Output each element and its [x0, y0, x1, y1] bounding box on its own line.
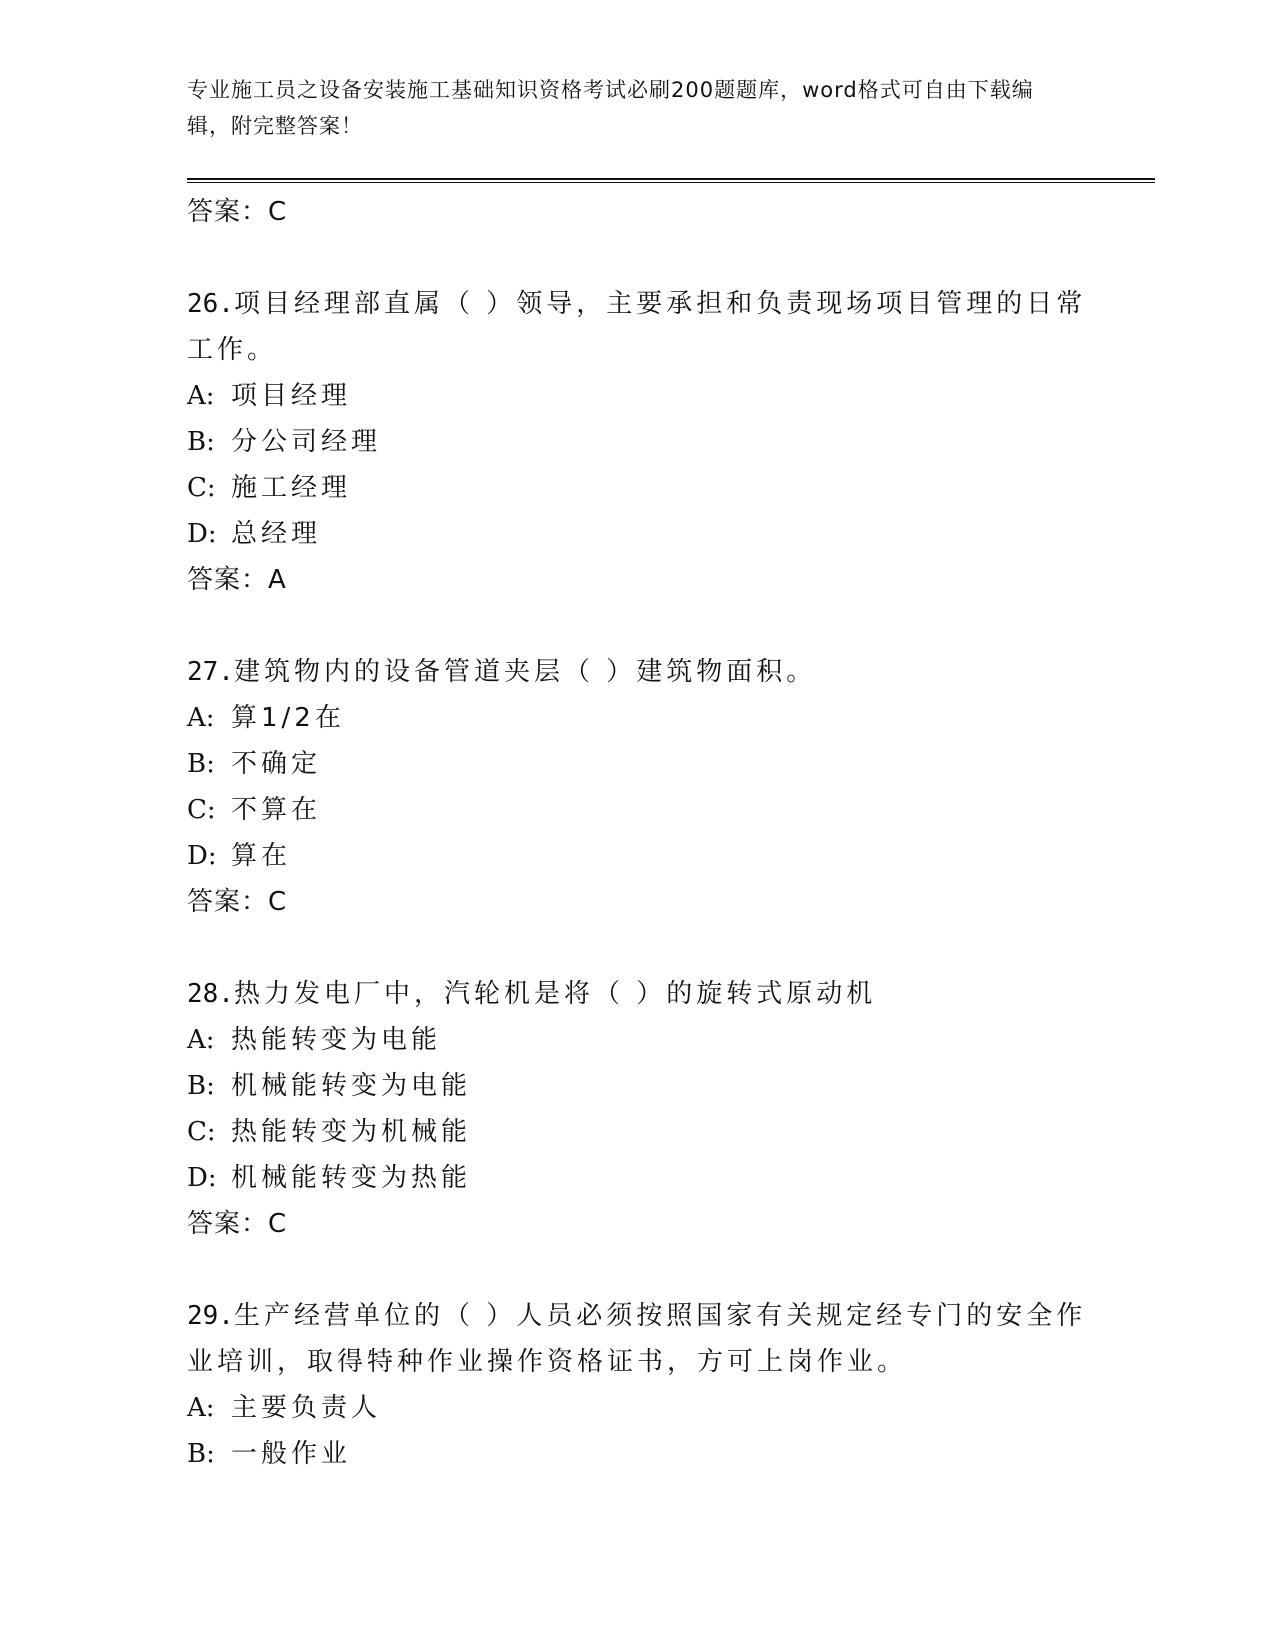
- option-a: [187, 1017, 1087, 1063]
- option-c: [187, 465, 1087, 511]
- answer-value: A: [268, 565, 287, 595]
- option-text: 算在: [231, 841, 292, 871]
- option-text: 不算在: [231, 795, 322, 825]
- option-letter: A:: [187, 381, 215, 411]
- answer-label: 答案：: [187, 1209, 269, 1239]
- option-letter: C:: [187, 795, 216, 825]
- question-stem: 热力发电厂中，汽轮机是将（ ）的旋转式原动机: [233, 979, 877, 1009]
- option-c: [187, 787, 1087, 833]
- question-number: 27.: [187, 657, 234, 687]
- question-27: [187, 649, 1087, 925]
- question-text: [187, 281, 1087, 373]
- option-text: 算1/2在: [231, 703, 345, 733]
- answer-label: 答案：: [187, 565, 269, 595]
- option-a: [187, 1385, 1087, 1431]
- option-letter: C:: [187, 473, 216, 503]
- answer-value: C: [268, 197, 288, 227]
- question-28: [187, 971, 1087, 1247]
- option-b: [187, 1063, 1087, 1109]
- option-text: 不确定: [231, 749, 322, 779]
- option-text: 总经理: [231, 519, 322, 549]
- option-letter: B:: [187, 1439, 215, 1469]
- option-letter: A:: [187, 1025, 215, 1055]
- option-letter: D:: [187, 841, 217, 871]
- answer-value: C: [268, 887, 288, 917]
- header-rule-thin: [187, 182, 1155, 183]
- option-letter: D:: [187, 519, 217, 549]
- option-text: 热能转变为机械能: [231, 1117, 472, 1147]
- option-b: [187, 1431, 1087, 1477]
- option-text: 热能转变为电能: [231, 1025, 442, 1055]
- option-b: [187, 741, 1087, 787]
- option-text: 分公司经理: [231, 427, 382, 457]
- option-b: [187, 419, 1087, 465]
- option-letter: A:: [187, 703, 215, 733]
- question-stem: 生产经营单位的（ ）人员必须按照国家有关规定经专门的安全作业培训，取得特种作业操作资格证书，方可上岗作业。: [187, 1301, 1087, 1377]
- header-rule-thick: [187, 178, 1155, 180]
- answer-line: [187, 189, 1087, 235]
- option-text: 项目经理: [231, 381, 352, 411]
- answer-line: [187, 879, 1087, 925]
- question-number: 28.: [187, 979, 234, 1009]
- option-text: 机械能转变为电能: [231, 1071, 472, 1101]
- question-number: 29.: [187, 1301, 234, 1331]
- option-d: [187, 833, 1087, 879]
- question-number: 26.: [187, 289, 234, 319]
- option-letter: B:: [187, 427, 215, 457]
- option-d: [187, 1155, 1087, 1201]
- question-text: [187, 1293, 1087, 1385]
- option-a: [187, 695, 1087, 741]
- question-text: [187, 649, 1087, 695]
- page-header: 专业施工员之设备安装施工基础知识资格考试必刷200题题库，word格式可自由下载编辑，附完整答案！: [187, 78, 1034, 138]
- question-26: [187, 281, 1087, 603]
- option-letter: A:: [187, 1393, 215, 1423]
- question-stem: 项目经理部直属（ ）领导，主要承担和负责现场项目管理的日常工作。: [187, 289, 1087, 365]
- option-text: 施工经理: [231, 473, 352, 503]
- option-letter: D:: [187, 1163, 217, 1193]
- question-list: [187, 189, 1087, 1477]
- option-a: [187, 373, 1087, 419]
- option-text: 机械能转变为热能: [231, 1163, 472, 1193]
- answer-value: C: [268, 1209, 288, 1239]
- answer-line: [187, 1201, 1087, 1247]
- answer-line: [187, 557, 1087, 603]
- option-d: [187, 511, 1087, 557]
- option-letter: B:: [187, 749, 215, 779]
- question-text: [187, 971, 1087, 1017]
- question-29: [187, 1293, 1087, 1477]
- option-letter: B:: [187, 1071, 215, 1101]
- option-letter: C:: [187, 1117, 216, 1147]
- answer-label: 答案：: [187, 197, 269, 227]
- option-text: 主要负责人: [231, 1393, 382, 1423]
- question-stem: 建筑物内的设备管道夹层（ ）建筑物面积。: [233, 657, 817, 687]
- option-c: [187, 1109, 1087, 1155]
- answer-label: 答案：: [187, 887, 269, 917]
- option-text: 一般作业: [231, 1439, 352, 1469]
